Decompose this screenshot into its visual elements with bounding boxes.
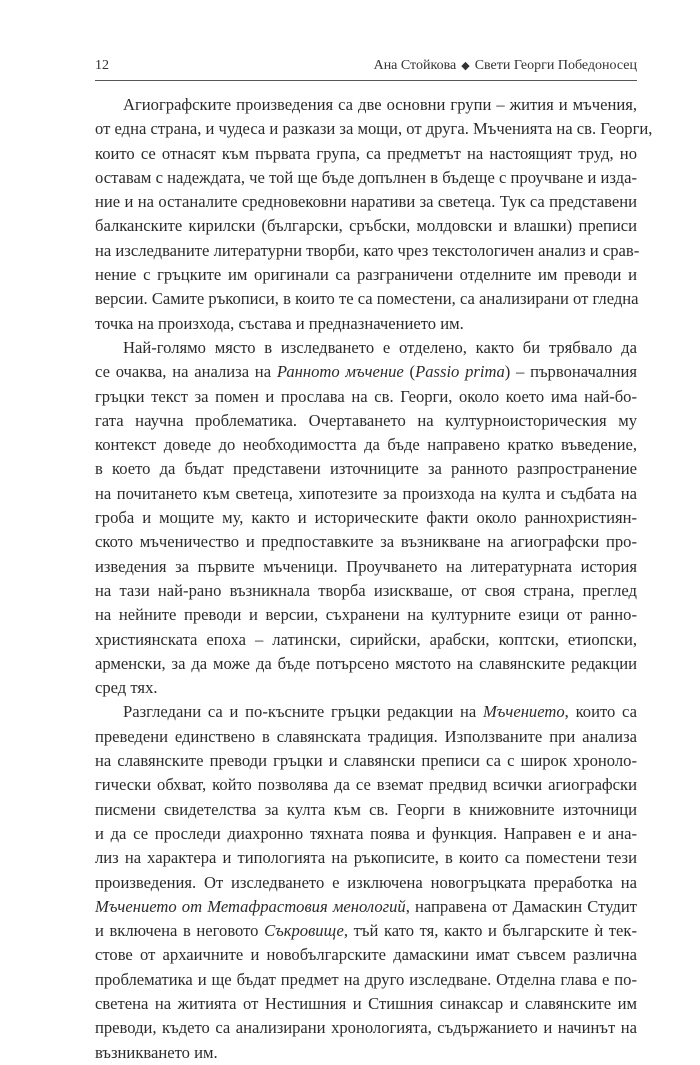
- italic-title: Ранното мъчение: [276, 362, 404, 382]
- text-line: [95, 287, 637, 311]
- body-text: [95, 93, 653, 1065]
- text-line: [95, 968, 637, 992]
- text-line: [95, 409, 637, 433]
- text-run: проблематика и ще бъдат предмет на друго изследване. Отделна глава е по-: [95, 969, 637, 989]
- text-line: [95, 822, 637, 846]
- text-run: християнската епоха – латински, сирийски, арабски, коптски, етиопски,: [95, 629, 637, 649]
- text-run: Агиографските произведения са две основни групи – жития и мъчения,: [123, 95, 637, 114]
- diamond-separator-icon: ◆: [461, 60, 470, 72]
- text-run: нение с гръцките им оригинали са разграничени отделните им преводи и: [95, 265, 637, 285]
- text-line: [95, 725, 637, 749]
- running-head: [95, 58, 637, 80]
- author-name: Ана Стойкова: [373, 58, 457, 73]
- text-line: [95, 992, 637, 1016]
- text-line: [95, 457, 637, 481]
- text-run: на славянските преводи гръцки и славянски преписи са с широк хроноло-: [95, 751, 637, 771]
- text-line: [95, 530, 637, 554]
- text-run: и включена в неговото: [95, 921, 265, 941]
- text-run: на почитането към светеца, хипотезите за произхода на култа и съдбата на: [95, 483, 637, 503]
- text-run: версии. Самите ръкописи, в които те са поместени, са анализирани от гледна: [95, 289, 639, 309]
- text-line: [95, 1041, 637, 1065]
- text-run: оставам с надеждата, че той ще бъде допълнен в бъдеще с проучване и изда-: [95, 167, 637, 187]
- text-run: контекст доведе до необходимостта да бъде направено кратко въведение,: [95, 435, 637, 455]
- text-run: лиз на характера и типологията на ръкописите, в които са поместени тези: [95, 848, 637, 868]
- text-line: [95, 943, 637, 967]
- italic-title: Мъчението от Метафрастовия менологий: [95, 896, 406, 916]
- italic-title: Мъчението: [482, 702, 565, 722]
- text-run: и да се проследи диахронно тяхната поява и функция. Направен е и ана-: [95, 823, 637, 843]
- text-run: сред тях.: [95, 678, 158, 698]
- text-line: [95, 385, 637, 409]
- paragraph: [95, 336, 637, 700]
- text-line: [95, 579, 637, 603]
- text-run: Разгледани са и по-късните гръцки редакции на: [123, 702, 483, 722]
- text-line: [95, 700, 637, 724]
- text-run: Най-голямо място в изследването е отделено, както би трябвало да: [123, 337, 637, 357]
- text-run: произведения. От изследването е изключена новогръцката преработка на: [95, 872, 637, 892]
- text-line: [95, 749, 637, 773]
- text-line: [95, 482, 637, 506]
- text-run: стове от архаичните и новобългарските дамаскини имат съвсем различна: [95, 945, 637, 965]
- text-line: [95, 1016, 637, 1040]
- text-line: [95, 919, 637, 943]
- text-run: преводи, където са анализирани хронологията, съдържанието и начинът на: [95, 1018, 637, 1038]
- text-run: се очаква, на анализа на: [95, 362, 277, 382]
- text-line: [95, 506, 637, 530]
- text-line: [95, 895, 637, 919]
- text-line: [95, 214, 637, 238]
- text-run: възникването им.: [95, 1042, 218, 1062]
- text-run: точка на произхода, състава и предназначението им.: [95, 313, 464, 333]
- text-line: [95, 142, 637, 166]
- text-run: , тъй като тя, както и българските ѝ тек-: [343, 921, 637, 941]
- text-line: [95, 239, 640, 263]
- book-title: Свети Георги Победоносец: [474, 58, 637, 73]
- text-line: [95, 117, 653, 141]
- text-run: в което да бъдат представени източниците за ранното разпространение: [95, 459, 637, 479]
- paragraph: [95, 700, 637, 1064]
- text-line: [95, 846, 637, 870]
- text-run: гата научна проблематика. Очертаването на културноисторическия му: [95, 410, 637, 430]
- text-line: [95, 773, 637, 797]
- header-rule: [95, 80, 637, 81]
- running-title: [374, 58, 637, 74]
- text-run: гроба и мощите му, както и историческите факти около раннохристиян-: [95, 508, 637, 528]
- text-run: на тази най-рано възникнала творба изискваше, от своя страна, преглед: [95, 580, 637, 600]
- text-run: преведени единствено в славянската традиция. Използваните при анализа: [95, 726, 637, 746]
- text-run: изведения за първите мъченици. Проучването на литературната история: [95, 556, 637, 576]
- text-line: [95, 336, 637, 360]
- text-run: светена на житията от Нестишния и Стишния синаксар и славянските им: [95, 993, 637, 1013]
- text-line: [95, 603, 637, 627]
- text-line: [95, 312, 637, 336]
- text-line: [95, 360, 637, 384]
- italic-title: Passio prima: [415, 362, 505, 382]
- text-run: от една страна, и чудеса и разкази за мощи, от друга. Мъченията на св. Георги,: [95, 119, 653, 139]
- text-line: [95, 555, 637, 579]
- text-run: арменски, за да може да бъде потърсено мястото на славянските редакции: [95, 653, 637, 673]
- text-run: (: [403, 362, 416, 382]
- text-run: , които са: [564, 702, 637, 722]
- text-line: [95, 93, 637, 117]
- text-line: [95, 166, 637, 190]
- text-run: ското мъченичество и предпоставките за възникване на агиографски про-: [95, 532, 637, 552]
- text-run: гически обхват, който позволява да се вземат предвид всички агиографски: [95, 775, 637, 795]
- text-line: [95, 652, 637, 676]
- text-run: писмени свидетелства за култа към св. Георги в книжовните източници: [95, 799, 637, 819]
- text-line: [95, 433, 637, 457]
- text-run: гръцки текст за помен и прослава на св. Георги, около което има най-бо-: [95, 386, 637, 406]
- text-run: ние и на останалите средновековни наративи за светеца. Тук са представени: [95, 192, 637, 212]
- text-run: , направена от Дамаскин Студит: [405, 896, 637, 916]
- text-line: [95, 263, 637, 287]
- text-run: на нейните преводи и версии, съхранени на културните езици от ранно-: [95, 605, 637, 625]
- page-number: 12: [95, 58, 109, 73]
- paragraph: [95, 93, 653, 336]
- text-run: ) – първоначалния: [504, 362, 637, 382]
- text-run: които се отнасят към първата група, са предметът на настоящият труд, но: [95, 143, 637, 163]
- text-line: [95, 871, 637, 895]
- text-line: [95, 190, 637, 214]
- text-line: [95, 798, 637, 822]
- text-run: балканските кирилски (български, сръбски, молдовски и влашки) преписи: [95, 216, 637, 236]
- text-run: на изследваните литературни творби, като чрез текстологичен анализ и срав-: [95, 240, 640, 260]
- italic-title: Съкровище: [264, 921, 344, 941]
- text-line: [95, 676, 637, 700]
- text-line: [95, 628, 637, 652]
